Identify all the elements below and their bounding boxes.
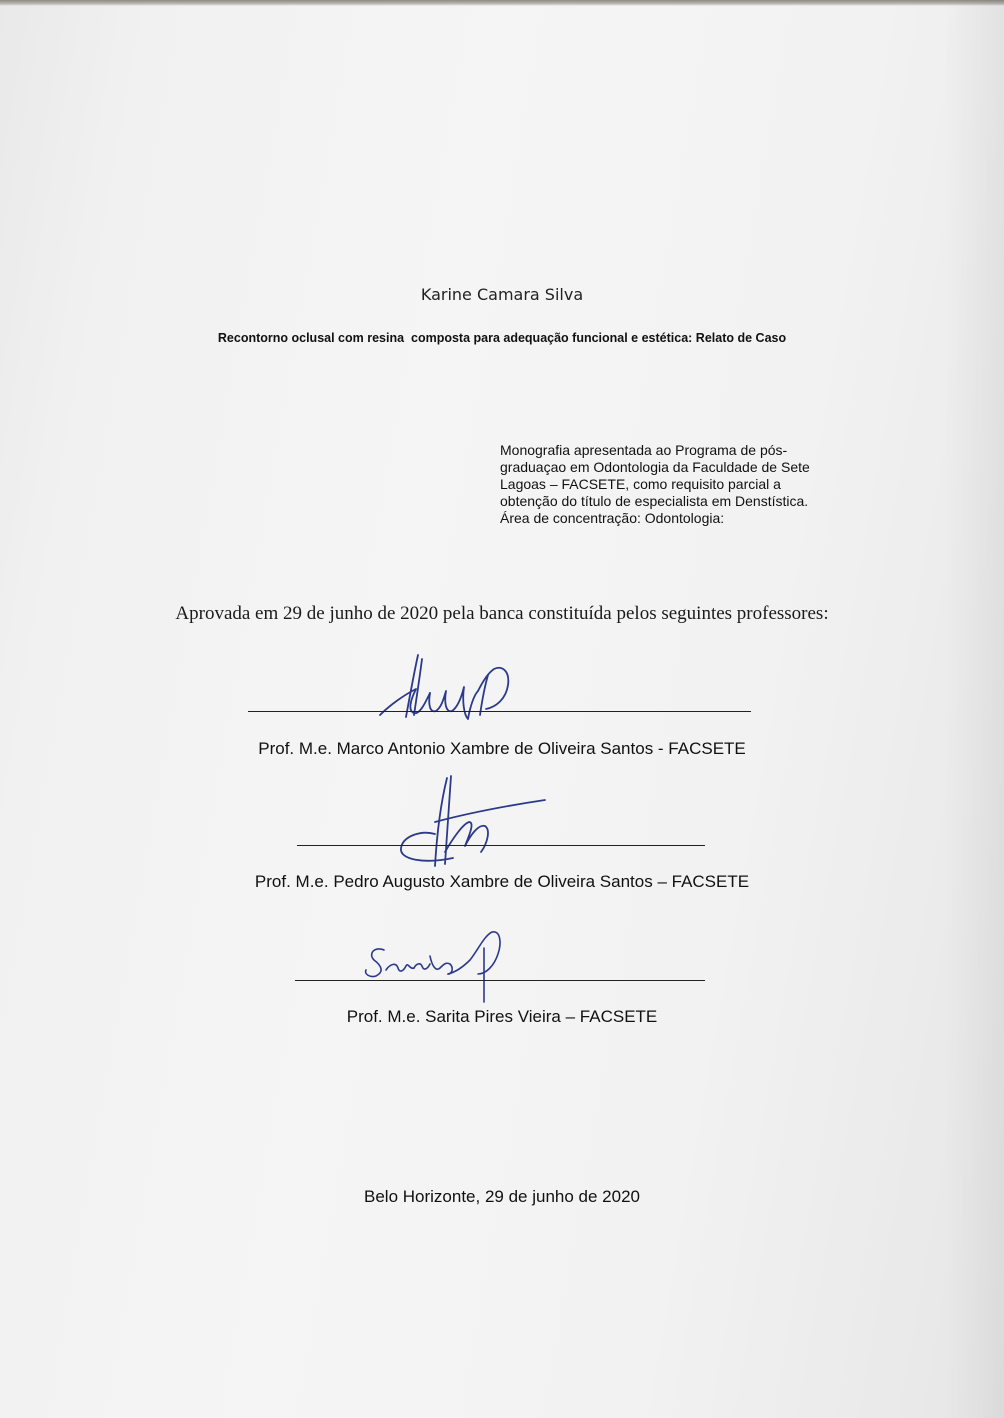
signature-line-1 bbox=[248, 711, 751, 712]
author-name: Karine Camara Silva bbox=[420, 285, 584, 304]
purpose-line: Monografia apresentada ao Programa de pós- bbox=[500, 442, 788, 458]
examiner-name-2: Prof. M.e. Pedro Augusto Xambre de Oliveira Santos – FACSETE bbox=[254, 872, 750, 891]
signature-1 bbox=[370, 645, 530, 725]
purpose-line: Lagoas – FACSETE, como requisito parcial a bbox=[500, 476, 781, 492]
purpose-line: graduaçao em Odontologia da Faculdade de Sete bbox=[500, 459, 810, 475]
document-title: Recontorno oclusal com resina composta para adequação funcional e estética: Relato de Caso bbox=[217, 331, 787, 345]
purpose-line: obtenção do título de especialista em Denstística. bbox=[500, 493, 809, 509]
signature-3 bbox=[360, 920, 520, 1005]
signature-line-2 bbox=[297, 845, 705, 846]
monograph-purpose bbox=[500, 442, 860, 527]
purpose-line: Área de concentração: Odontologia: bbox=[500, 510, 725, 526]
place-and-date: Belo Horizonte, 29 de junho de 2020 bbox=[364, 1187, 640, 1206]
examiner-name-1: Prof. M.e. Marco Antonio Xambre de Oliveira Santos - FACSETE bbox=[258, 739, 746, 758]
examiner-name-3: Prof. M.e. Sarita Pires Vieira – FACSETE bbox=[346, 1007, 658, 1026]
paper-top-edge bbox=[0, 0, 1004, 6]
approval-statement: Aprovada em 29 de junho de 2020 pela banca constituída pelos seguintes professores: bbox=[175, 603, 829, 624]
signature-2 bbox=[395, 772, 565, 872]
signature-line-3 bbox=[295, 980, 705, 981]
